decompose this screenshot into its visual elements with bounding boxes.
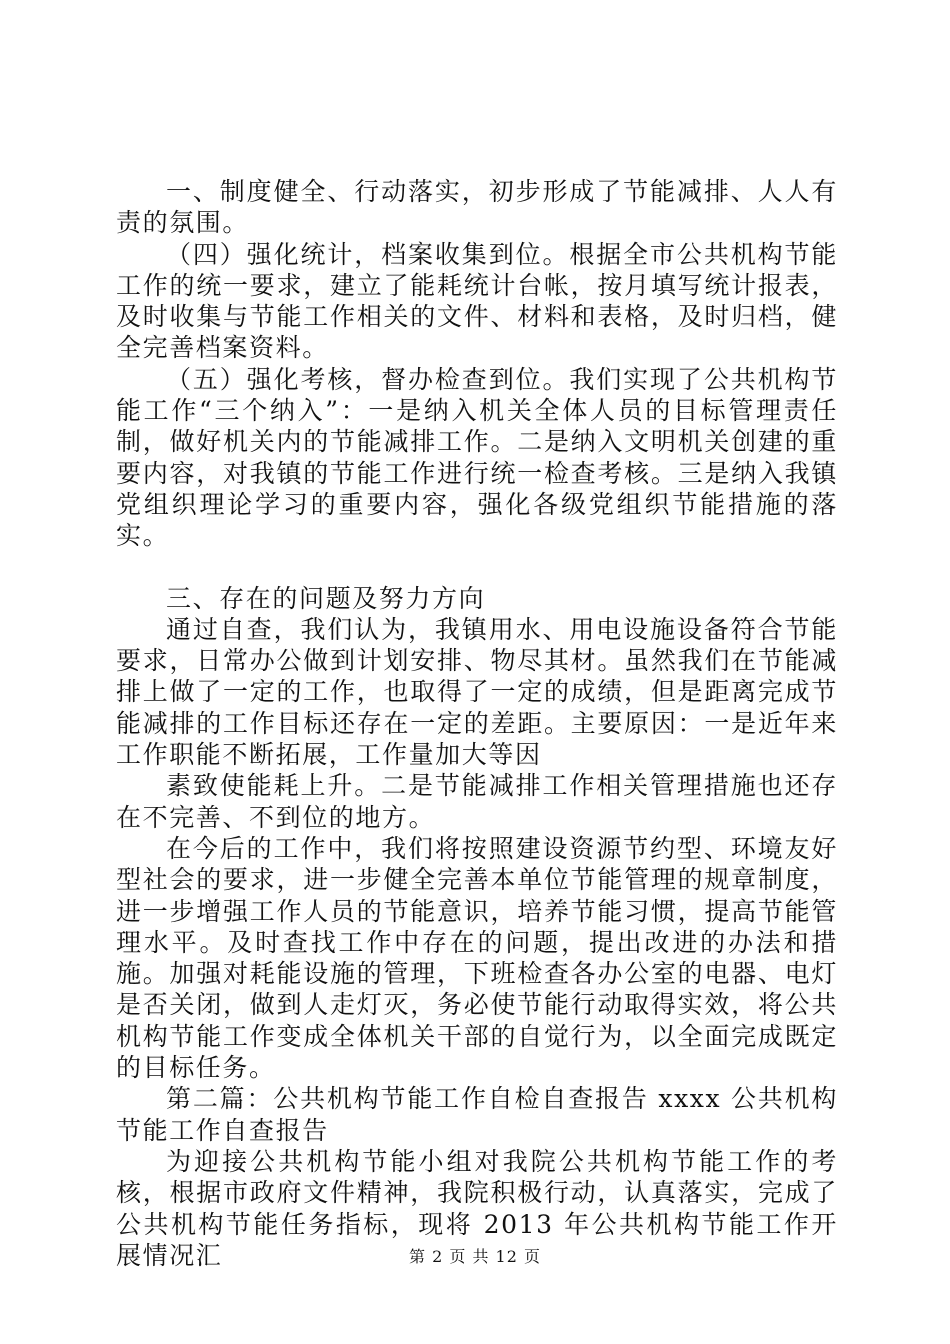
paragraph-self-inspection: 通过自查，我们认为，我镇用水、用电设施设备符合节能要求，日常办公做到计划安排、物尽其材。虽然我们在节能减排上做了一定的工作，也取得了一定的成绩，但是距离完成节能减排的工作目标还存在一定的差距。主要原因：一是近年来工作职能不断拓展，工作量加大等因	[116, 614, 838, 770]
paragraph-item-four: （四）强化统计，档案收集到位。根据全市公共机构节能工作的统一要求，建立了能耗统计台帐，按月填写统计报表，及时收集与节能工作相关的文件、材料和表格，及时归档，健全完善档案资料。	[116, 239, 838, 363]
page-number-footer: 第 2 页 共 12 页	[409, 1247, 541, 1266]
paragraph-part-two-intro: 为迎接公共机构节能小组对我院公共机构节能工作的考核，根据市政府文件精神，我院积极行动，认真落实，完成了公共机构节能任务指标，现将 2013 年公共机构节能工作开展情况汇	[116, 1146, 838, 1270]
paragraph-item-five: （五）强化考核，督办检查到位。我们实现了公共机构节能工作“三个纳入”：一是纳入机关全体人员的目标管理责任制，做好机关内的节能减排工作。二是纳入文明机关创建的重要内容，对我镇的节能工作进行统一检查考核。三是纳入我镇党组织理论学习的重要内容，强化各级党组织节能措施的落实。	[116, 364, 838, 551]
paragraph-future-work: 在今后的工作中，我们将按照建设资源节约型、环境友好型社会的要求，进一步健全完善本单位节能管理的规章制度，进一步增强工作人员的节能意识，培养节能习惯，提高节能管理水平。及时查找工作中存在的问题，提出改进的办法和措施。加强对耗能设施的管理，下班检查各办公室的电器、电灯是否关闭，做到人走灯灭，务必使节能行动取得实效，将公共机构节能工作变成全体机关干部的自觉行为，以全面完成既定的目标任务。	[116, 833, 838, 1083]
paragraph-continued: 素致使能耗上升。二是节能减排工作相关管理措施也还存在不完善、不到位的地方。	[116, 771, 838, 832]
paragraph-section-one: 一、制度健全、行动落实，初步形成了节能减排、人人有责的氛围。	[116, 177, 838, 238]
section-heading-three: 三、存在的问题及努力方向	[166, 583, 486, 613]
paragraph-part-two-title: 第二篇：公共机构节能工作自检自查报告 xxxx 公共机构节能工作自查报告	[116, 1084, 838, 1145]
document-body	[116, 176, 838, 1271]
